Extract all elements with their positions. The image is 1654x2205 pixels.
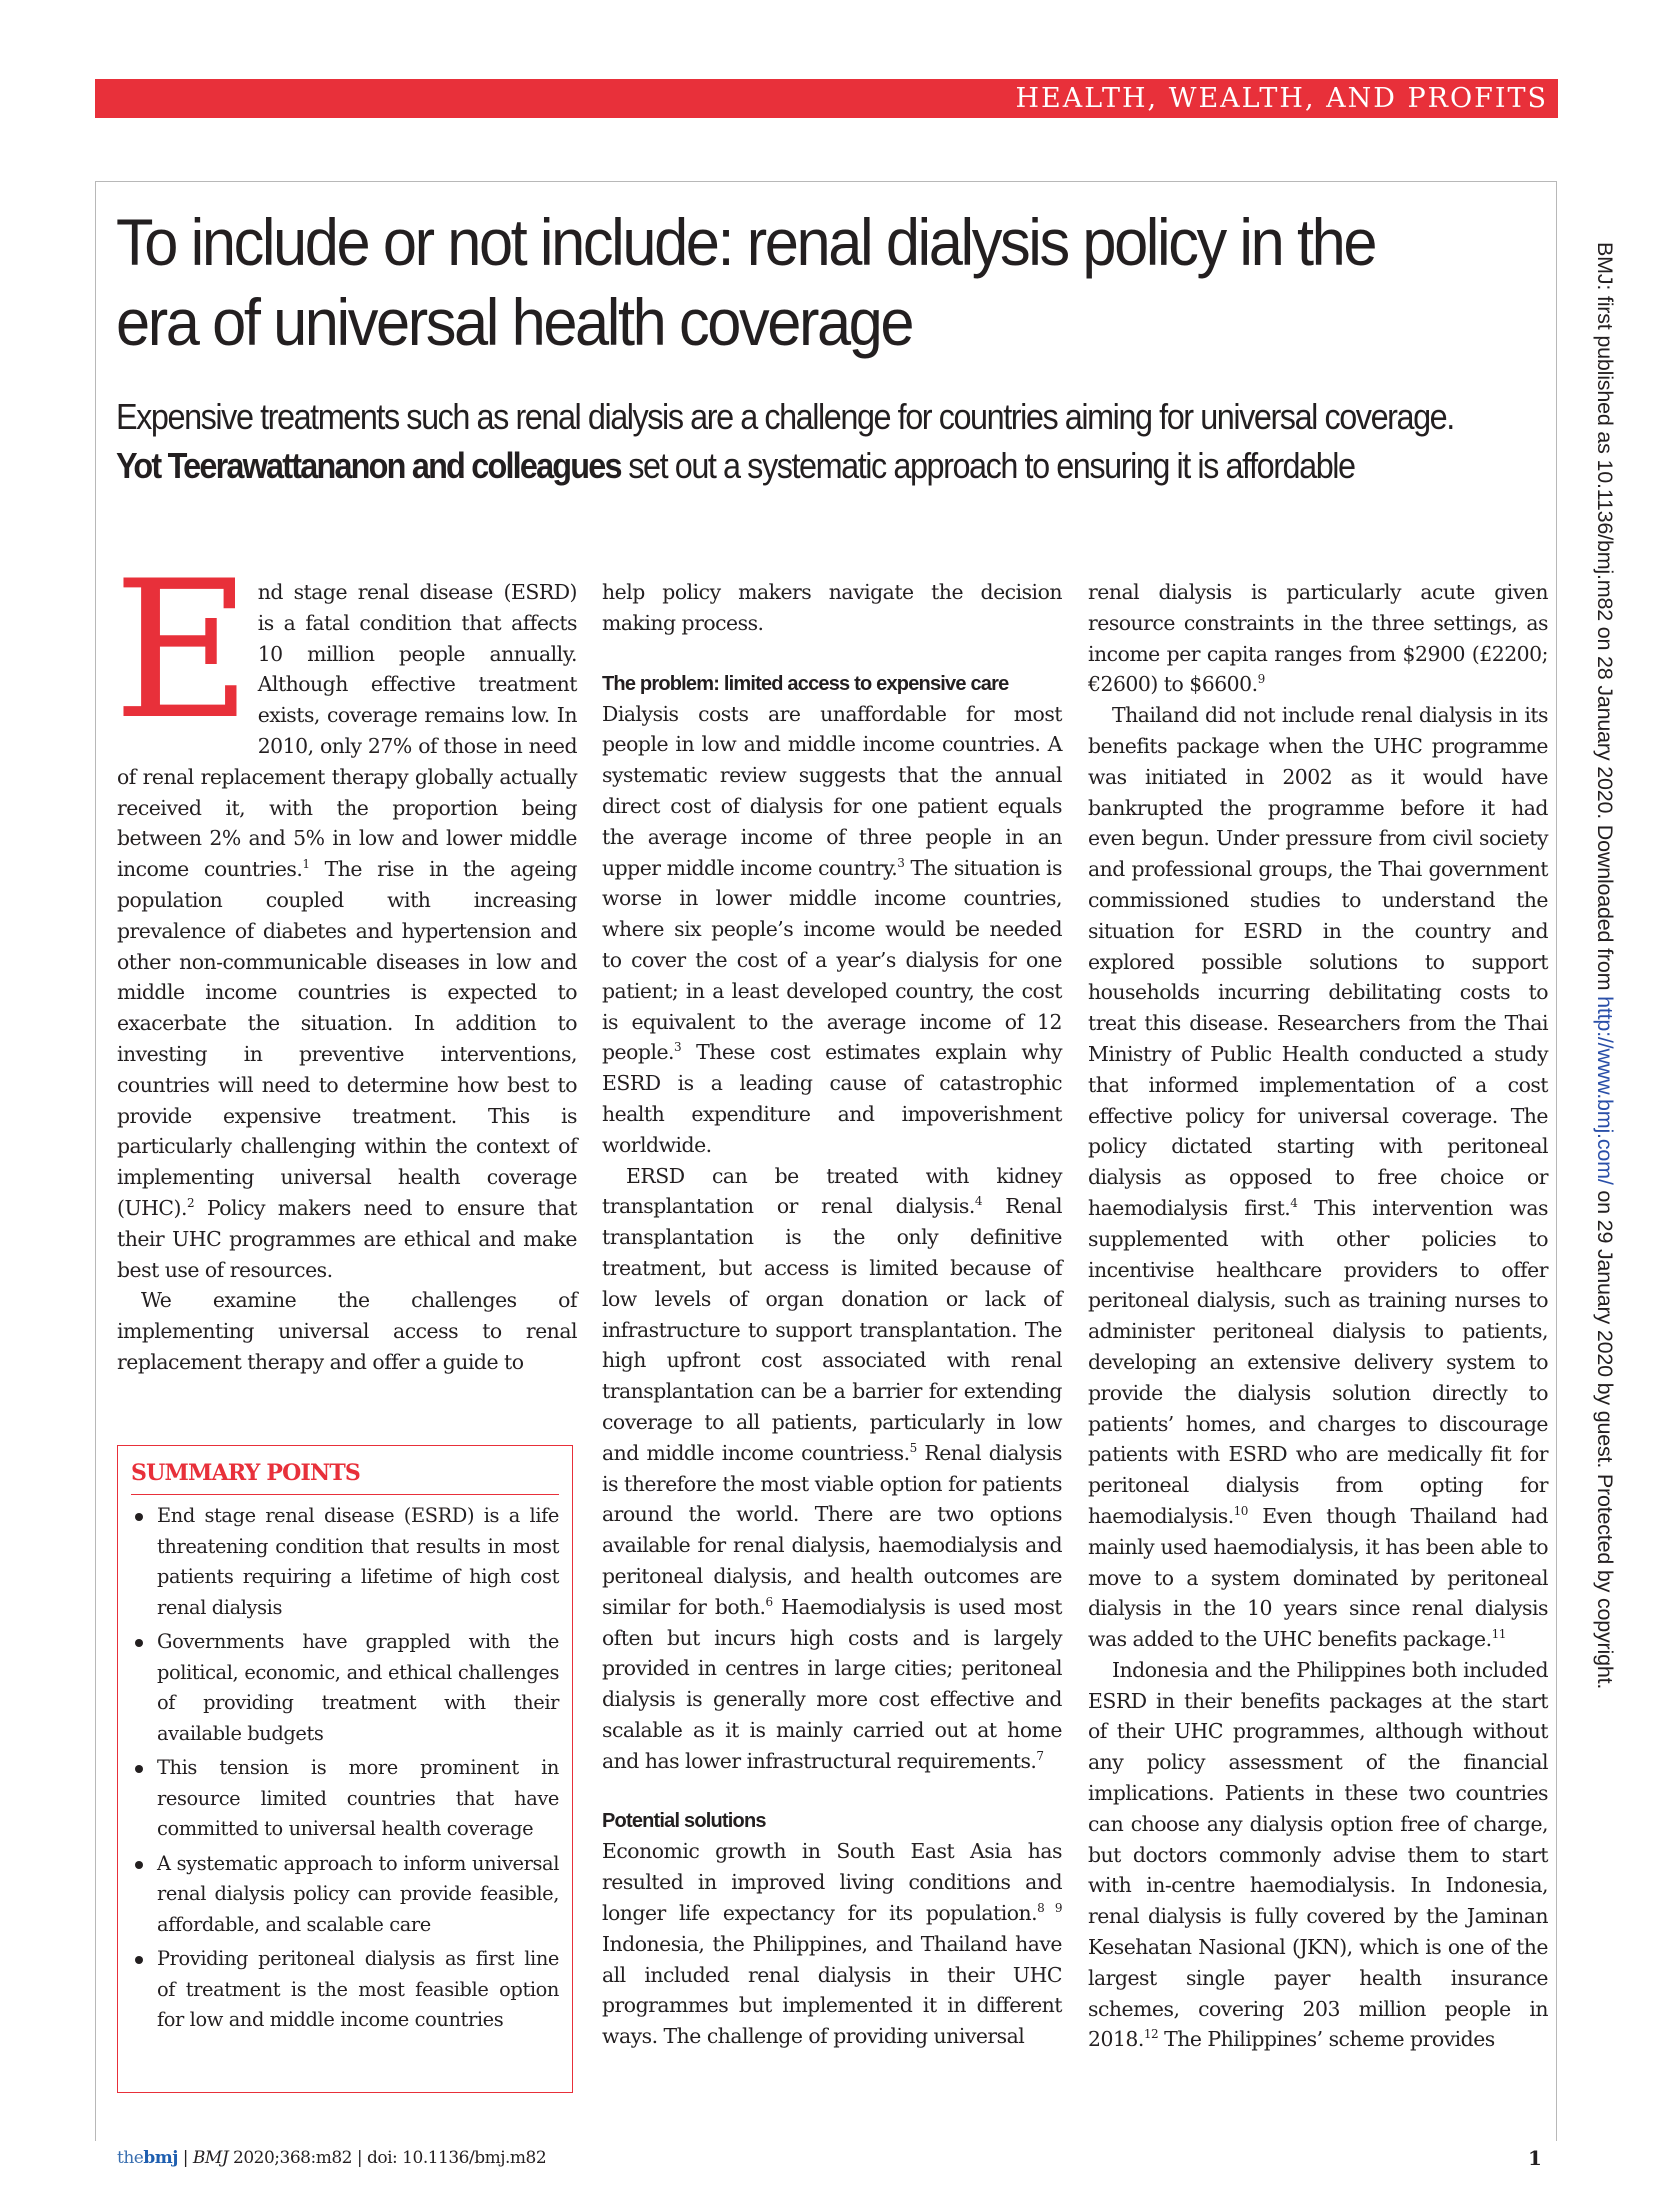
paragraph-text: Economic growth in South East Asia has resulted in improved living conditions and longer life expectancy for its population. bbox=[602, 1839, 1062, 1926]
summary-point bbox=[131, 1627, 559, 1749]
paragraph: We examine the challenges of implementing universal access to renal replacement therapy and offer a guide to bbox=[117, 1288, 577, 1374]
summary-point bbox=[131, 1753, 559, 1845]
standfirst-authors: Yot Teerawattananon and colleagues bbox=[116, 445, 621, 486]
reference-link[interactable]: 6 bbox=[765, 1594, 773, 1609]
bmj-website-link[interactable]: http://www.bmj.com/ bbox=[1593, 996, 1617, 1185]
reference-link[interactable]: 1 bbox=[302, 857, 310, 872]
paragraph-text: The Philippines’ scheme provides bbox=[1158, 2027, 1495, 2052]
paragraph-text: The situation is worse in lower middle income countries, where six people’s income would be needed to cover the cost of a year’s dialysis for one patient; in a least developed country, the cost is equivalent to the average income of 12 people. bbox=[602, 855, 1062, 1065]
paragraph bbox=[602, 699, 1062, 1161]
paragraph bbox=[1088, 577, 1548, 700]
paragraph-text: Renal dialysis is therefore the most viable option for patients around the world. There are two options available for renal dialysis, haemodialysis and peritoneal dialysis, and health outcomes are similar for both. bbox=[602, 1440, 1062, 1619]
download-notice-text-end: on 29 January 2020 by guest. Protected by copyright. bbox=[1593, 1184, 1617, 1690]
summary-point bbox=[131, 1944, 559, 2036]
standfirst bbox=[116, 392, 1493, 490]
reference-link[interactable]: 8 9 bbox=[1037, 1901, 1062, 1916]
reference-link[interactable]: 9 bbox=[1257, 672, 1265, 687]
paragraph bbox=[1088, 700, 1548, 1655]
paragraph-text: nd stage renal disease (ESRD) is a fatal condition that affects 10 million people annually. Although effective treatment exists, coverage remains low. In 2010, only 27% of those in need of renal replacement therapy globally actually received it, with the proportion being between 2% and 5% in low and lower middle income countries. bbox=[117, 580, 577, 882]
summary-points-list bbox=[131, 1501, 559, 2036]
summary-points-title: SUMMARY POINTS bbox=[131, 1458, 559, 1495]
paragraph-text: Dialysis costs are unaffordable for most people in low and middle income countries. A systematic review suggests that the annual direct cost of dialysis for one patient equals the average income of three people in an upper middle income country. bbox=[602, 701, 1062, 880]
paragraph-text: Even though Thailand had mainly used haemodialysis, it has been able to move to a system dominated by peritoneal dialysis in the 10 years since renal dialysis was added to the UHC benefits package. bbox=[1088, 1503, 1548, 1652]
reference-link[interactable]: 5 bbox=[909, 1440, 917, 1455]
section-banner-label: HEALTH, WEALTH, AND PROFITS bbox=[1015, 83, 1548, 114]
paragraph-text: Indonesia, the Philippines, and Thailand have all included renal dialysis in their UHC programmes but implemented it in different ways. The challenge of providing universal bbox=[602, 1931, 1062, 2049]
download-notice-text: BMJ: first published as 10.1136/bmj.m82 on 28 January 2020. Downloaded from bbox=[1593, 242, 1617, 997]
paragraph-text: Haemodialysis is used most often but incurs high costs and is largely provided in centres in large cities; peritoneal dialysis is generally more cost effective and scalable as it is mainly carried out at home and has lower infrastructural requirements. bbox=[602, 1594, 1062, 1773]
bmj-logo-the: the bbox=[117, 2148, 144, 2168]
page-number: 1 bbox=[1528, 2146, 1542, 2170]
page-footer bbox=[117, 2148, 546, 2168]
bullet-icon bbox=[135, 1513, 143, 1521]
reference-link[interactable]: 12 bbox=[1143, 2027, 1159, 2042]
reference-link[interactable]: 2 bbox=[186, 1195, 195, 1210]
summary-point bbox=[131, 1849, 559, 1941]
paragraph-text: Policy makers need to ensure that their UHC programmes are ethical and make best use of resources. bbox=[117, 1195, 577, 1282]
paragraph-text: Indonesia and the Philippines both included ESRD in their benefits packages at the start of their UHC programmes, although without any policy assessment of the financial implications. Patients in these two countries can choose any dialysis option free of charge, but doctors commonly advise them to start with in-centre haemodialysis. In Indonesia, renal dialysis is fully covered by the Jaminan Kesehatan Nasional (JKN), which is one of the largest single payer health insurance schemes, covering 203 million people in 2018. bbox=[1088, 1657, 1548, 2052]
body-column-2 bbox=[602, 577, 1062, 2052]
summary-points-box bbox=[117, 1445, 573, 2093]
body-column-3 bbox=[1088, 577, 1548, 2055]
reference-link[interactable]: 11 bbox=[1491, 1627, 1506, 1642]
paragraph bbox=[1088, 1655, 1548, 2055]
reference-link[interactable]: 4 bbox=[974, 1194, 982, 1209]
standfirst-text-end: set out a systematic approach to ensuring it is affordable bbox=[620, 445, 1355, 486]
paragraph-text: renal dialysis is particularly acute given resource constraints in the three settings, as income per capita ranges from $2900 (£2200; €2600) to $6600. bbox=[1088, 580, 1548, 697]
reference-link[interactable]: 7 bbox=[1036, 1748, 1044, 1763]
paragraph-text: This intervention was supplemented with other policies to incentivise healthcare providers to offer peritoneal dialysis, such as training nurses to administer peritoneal dialysis to patients, developing an extensive delivery system to provide the dialysis solution directly to patients’ homes, and charges to discourage patients with ESRD who are medically fit for peritoneal dialysis from opting for haemodialysis. bbox=[1088, 1195, 1548, 1528]
paragraph-text: Thailand did not include renal dialysis in its benefits package when the UHC programme was initiated in 2002 as it would have bankrupted the programme before it had even begun. Under pressure from civil society and professional groups, the Thai government commissioned studies to understand the situation for ESRD in the country and explored possible solutions to support households incurring debilitating costs to treat this disease. Researchers from the Thai Ministry of Public Health conducted a study that informed implementation of a cost effective policy for universal coverage. The policy dictated starting with peritoneal dialysis as opposed to free choice or haemodialysis first. bbox=[1088, 703, 1548, 1220]
article-title: To include or not include: renal dialysis policy in the era of universal health coverage bbox=[116, 205, 1376, 359]
download-notice bbox=[1592, 242, 1617, 1689]
bmj-logo: bmj bbox=[143, 2148, 178, 2168]
paragraph-text: The rise in the ageing population coupled with increasing prevalence of diabetes and hypertension and other non-communicable diseases in low and middle income countries is expected to exacerbate the situation. In addition to investing in preventive interventions, countries will need to determine how best to provide expensive treatment. This is particularly challenging within the context of implementing universal health coverage (UHC). bbox=[117, 857, 578, 1220]
paragraph bbox=[602, 1161, 1062, 1777]
citation: 2020;368:m82 | doi: 10.1136/bmj.m82 bbox=[228, 2148, 547, 2168]
standfirst-text: Expensive treatments such as renal dialysis are a challenge for countries aiming for universal coverage. bbox=[116, 396, 1454, 437]
bullet-icon bbox=[135, 1956, 143, 1964]
summary-point-text: Providing peritoneal dialysis as first line of treatment is the most feasible option for low and middle income countries bbox=[157, 1947, 559, 2031]
paragraph bbox=[602, 1836, 1062, 2052]
section-heading-solutions: Potential solutions bbox=[602, 1810, 766, 1833]
bullet-icon bbox=[135, 1861, 143, 1869]
section-banner bbox=[95, 79, 1558, 118]
summary-point-text: End stage renal disease (ESRD) is a life threatening condition that results in most patients requiring a lifetime of high cost renal dialysis bbox=[157, 1504, 559, 1619]
reference-link[interactable]: 4 bbox=[1290, 1195, 1298, 1210]
reference-link[interactable]: 3 bbox=[674, 1040, 682, 1055]
paragraph: help policy makers navigate the decision making process. bbox=[602, 580, 1062, 635]
drop-cap: E bbox=[113, 540, 246, 761]
section-heading-problem: The problem: limited access to expensive care bbox=[602, 672, 1009, 695]
bullet-icon bbox=[135, 1639, 143, 1647]
summary-point-text: This tension is more prominent in resource limited countries that have committed to universal health coverage bbox=[157, 1756, 559, 1840]
intro-paragraph bbox=[113, 540, 578, 1285]
summary-point-text: A systematic approach to inform universal renal dialysis policy can provide feasible, affordable, and scalable care bbox=[157, 1851, 559, 1936]
paragraph-text: Renal transplantation is the only definitive treatment, but access is limited because of low levels of organ donation or lack of infrastructure to support transplantation. The high upfront cost associated with renal transplantation can be a barrier for extending coverage to all patients, particularly in low and middle income countriess. bbox=[602, 1194, 1062, 1465]
paragraph-text: These cost estimates explain why ESRD is a leading cause of catastrophic health expenditure and impoverishment worldwide. bbox=[602, 1040, 1062, 1157]
reference-link[interactable]: 10 bbox=[1233, 1503, 1248, 1518]
reference-link[interactable]: 3 bbox=[897, 855, 905, 870]
footer-separator: | bbox=[177, 2148, 193, 2168]
bullet-icon bbox=[135, 1765, 143, 1773]
paragraph-text: ERSD can be treated with kidney transplantation or renal dialysis. bbox=[602, 1163, 1062, 1219]
summary-point-text: Governments have grappled with the political, economic, and ethical challenges of providing treatment with their available budgets bbox=[157, 1630, 559, 1745]
summary-point bbox=[131, 1501, 559, 1623]
journal-name: BMJ bbox=[192, 2148, 229, 2168]
body-column-1 bbox=[113, 540, 578, 1378]
